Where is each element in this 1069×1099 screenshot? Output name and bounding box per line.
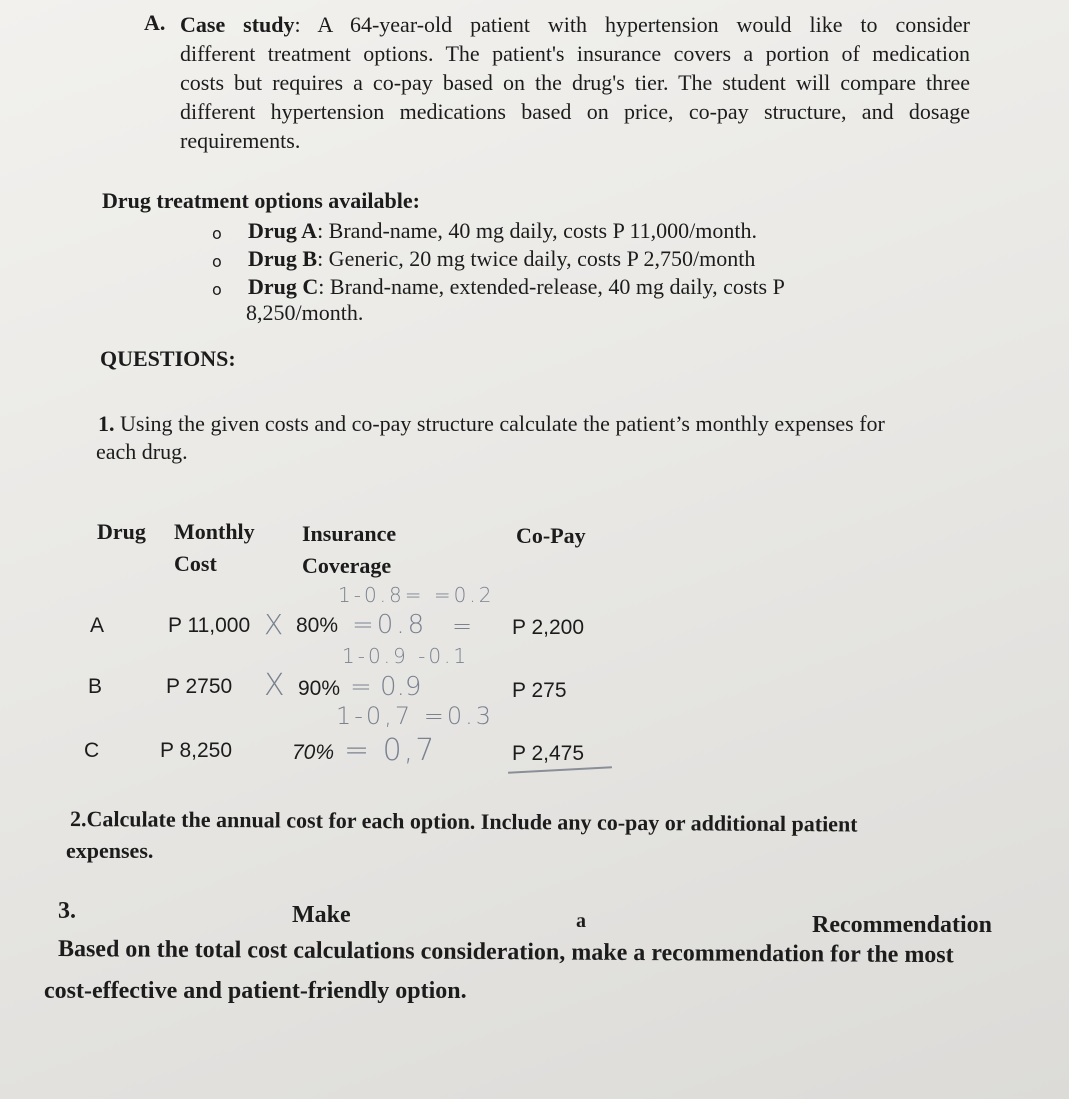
row-a-drug: A — [90, 614, 105, 637]
handwritten-c-result: = 0,7 — [344, 733, 437, 768]
handwritten-a-calc: 1-0.8= =0.2 — [338, 583, 495, 607]
question-3-cont: cost-effective and patient-friendly option. — [44, 978, 467, 1004]
option-desc: : Generic, 20 mg twice daily, costs P 2,750/month — [317, 246, 756, 271]
question-text: Calculate the annual cost for each option. Include any co-pay or additional patient — [86, 806, 858, 837]
row-c-cost: P 8,250 — [160, 739, 233, 762]
handwritten-multiply: X — [264, 668, 285, 703]
question-number: 3. — [58, 898, 76, 924]
case-line-1: : A 64-year-old patient with hypertension would like to consider — [294, 12, 970, 37]
header-cost: Cost — [174, 551, 217, 576]
handwritten-c-calc: 1-0,7 =0.3 — [336, 702, 495, 730]
option-desc: : Brand-name, 40 mg daily, costs P 11,000/month. — [317, 218, 758, 243]
header-drug: Drug — [97, 519, 146, 544]
option-name: Drug A — [248, 218, 318, 243]
header-copay: Co-Pay — [516, 523, 586, 548]
handwritten-equals: = — [452, 612, 473, 640]
bullet-icon: o — [212, 252, 222, 271]
row-b-drug: B — [88, 675, 103, 698]
row-a-coverage: 80% — [296, 614, 339, 637]
question-1 — [98, 409, 885, 438]
row-c-copay: P 2,475 — [512, 742, 585, 765]
option-drug-b — [248, 246, 755, 272]
option-name: Drug B — [248, 246, 318, 271]
case-study-paragraph — [180, 10, 970, 155]
handwritten-underline — [508, 766, 612, 773]
case-line-5: requirements. — [180, 128, 301, 153]
q3-word-a: a — [576, 910, 586, 932]
handwritten-b-result: = 0.9 — [350, 672, 422, 702]
row-b-cost: P 2750 — [166, 675, 233, 698]
header-monthly: Monthly — [174, 519, 255, 544]
question-2-cont: expenses. — [66, 838, 154, 863]
case-line-2: different treatment options. The patient's insurance covers a portion of medication — [180, 41, 970, 66]
row-c-coverage: 70% — [292, 741, 335, 764]
row-b-copay: P 275 — [512, 679, 567, 702]
header-insurance: Insurance — [302, 521, 397, 546]
handwritten-b-calc: 1-0.9 -0.1 — [342, 644, 470, 668]
row-a-copay: P 2,200 — [512, 616, 585, 639]
handwritten-multiply: X — [264, 608, 284, 641]
questions-heading: QUESTIONS: — [100, 346, 236, 371]
option-drug-c — [248, 274, 785, 300]
options-heading: Drug treatment options available: — [102, 188, 420, 213]
question-1-cont: each drug. — [96, 439, 188, 464]
option-drug-a — [248, 218, 757, 244]
row-a-cost: P 11,000 — [168, 614, 251, 637]
question-3-text: Based on the total cost calculations consideration, make a recommendation for the most — [57, 936, 954, 969]
q3-word-recommendation: Recommendation — [812, 912, 992, 938]
q3-word-make: Make — [292, 902, 351, 928]
case-line-4: different hypertension medications based on price, co-pay structure, and dosage — [180, 99, 970, 124]
question-number: 2. — [69, 806, 87, 832]
option-drug-c-cont: 8,250/month. — [246, 300, 364, 325]
bullet-icon: o — [212, 280, 222, 299]
header-coverage: Coverage — [302, 553, 392, 578]
row-b-coverage: 90% — [298, 677, 341, 700]
case-line-3: costs but requires a co-pay based on the drug's tier. The student will compare three — [180, 70, 970, 95]
option-desc: : Brand-name, extended-release, 40 mg daily, costs P — [318, 274, 785, 299]
case-study-bold: Case study — [180, 12, 295, 37]
question-text: Using the given costs and co-pay structure calculate the patient’s monthly expenses for — [120, 411, 885, 436]
option-name: Drug C — [248, 274, 319, 299]
row-c-drug: C — [84, 739, 100, 762]
handwritten-a-result: =0.8 — [352, 610, 428, 640]
bullet-icon: o — [212, 224, 222, 243]
case-label: A. — [144, 10, 166, 35]
question-2 — [70, 804, 1010, 840]
question-number: 1. — [98, 411, 115, 436]
